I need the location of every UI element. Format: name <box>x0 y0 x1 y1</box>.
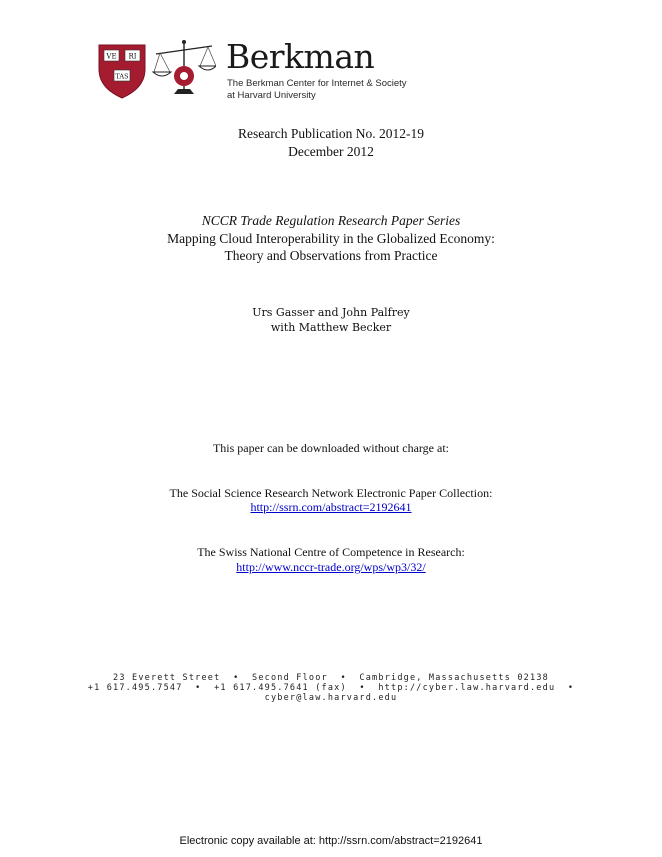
electronic-copy-footer: Electronic copy available at: http://ssrn.com/abstract=2192641 <box>179 835 483 847</box>
publication-date: December 2012 <box>288 144 374 159</box>
shield-motto-tas: TAS <box>115 72 129 81</box>
ssrn-label: The Social Science Research Network Electronic Paper Collection: <box>169 486 493 500</box>
address-line2: +1 617.495.7547 • +1 617.495.7641 (fax) • http://cyber.law.harvard.edu • <box>87 683 575 693</box>
publication-number: Research Publication No. 2012-19 <box>238 126 424 141</box>
shield-motto-ve: VE <box>106 52 117 61</box>
ssrn-link[interactable]: http://ssrn.com/abstract=2192641 <box>250 500 412 514</box>
scales-of-justice-icon <box>152 38 216 100</box>
authors-line2: with Matthew Becker <box>270 321 392 334</box>
nccr-link-row <box>0 561 662 573</box>
harvard-shield-logo <box>97 43 147 99</box>
brand-subtitle-line1: The Berkman Center for Internet & Society <box>227 78 407 89</box>
nccr-label: The Swiss National Centre of Competence in Research: <box>197 545 465 559</box>
brand-name: Berkman <box>226 37 375 76</box>
paper-title-line2: Theory and Observations from Practice <box>224 248 438 263</box>
address-line1: 23 Everett Street • Second Floor • Cambridge, Massachusetts 02138 <box>113 673 549 683</box>
paper-title-line1: Mapping Cloud Interoperability in the Globalized Economy: <box>167 231 495 246</box>
address-line3: cyber@law.harvard.edu <box>264 693 398 703</box>
nccr-link[interactable]: http://www.nccr-trade.org/wps/wp3/32/ <box>236 560 426 574</box>
paper-series: NCCR Trade Regulation Research Paper Series <box>201 213 461 228</box>
shield-motto-ri: RI <box>128 52 137 61</box>
download-intro: This paper can be downloaded without charge at: <box>212 441 450 455</box>
authors-line1: Urs Gasser and John Palfrey <box>252 306 410 319</box>
ssrn-link-row <box>0 501 662 513</box>
brand-subtitle-line2: at Harvard University <box>227 90 316 101</box>
